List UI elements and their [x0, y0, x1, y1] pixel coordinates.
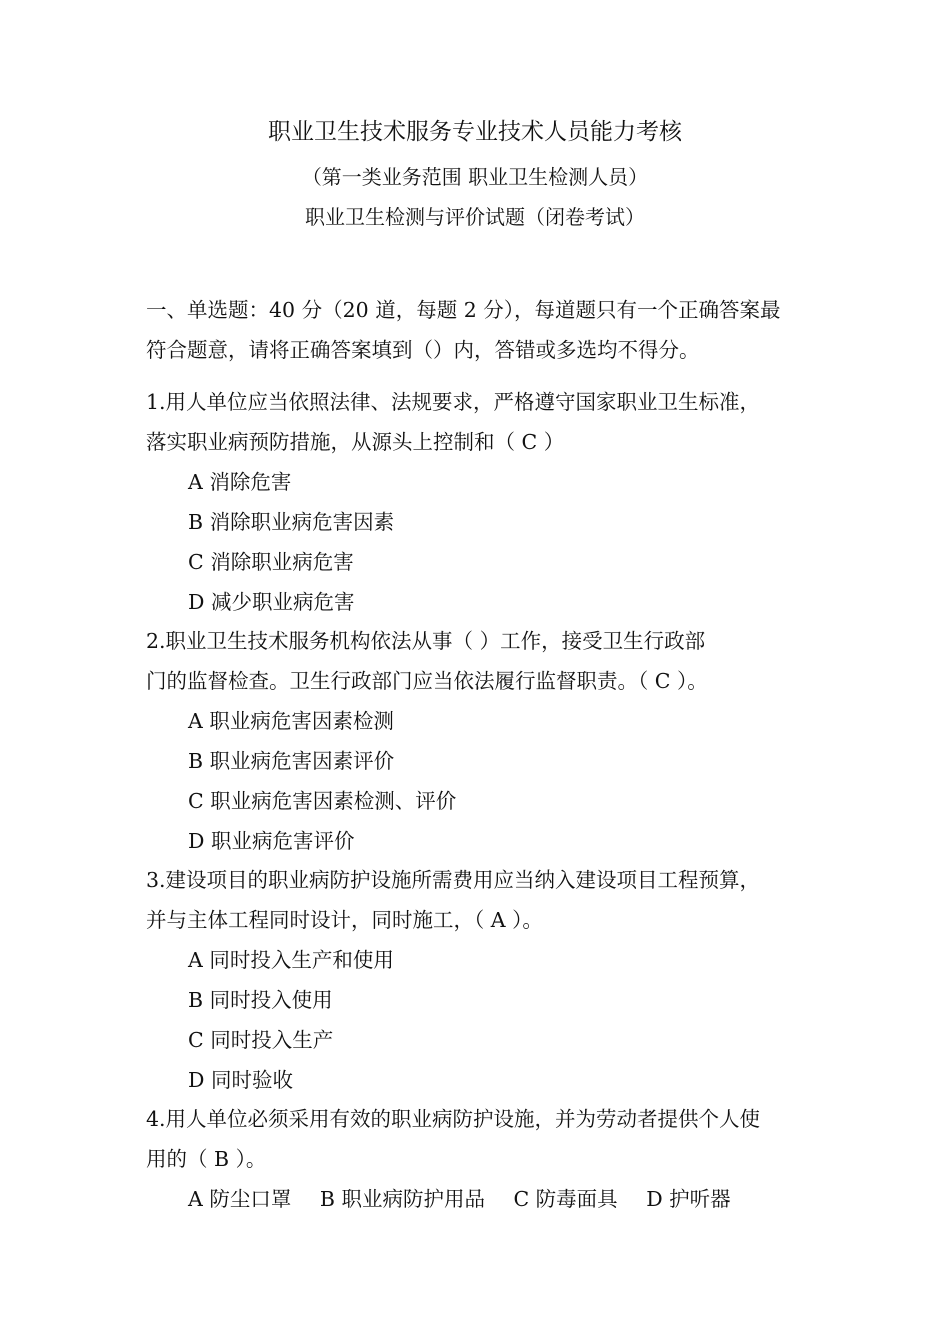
section-line-1: 一、单选题：40 分（20 道，每题 2 分），每道题只有一个正确答案最: [146, 298, 781, 322]
question-text-line: 并与主体工程同时设计，同时施工，（ A ）。: [146, 908, 543, 932]
option-d: D 护听器: [646, 1187, 731, 1211]
question-text-line: 3.建设项目的职业病防护设施所需费用应当纳入建设项目工程预算，: [146, 868, 761, 892]
option-d: D 减少职业病危害: [188, 590, 355, 614]
question-3: [146, 860, 818, 1100]
section-line-2: 符合题意，请将正确答案填到（）内，答错或多选均不得分。: [146, 338, 700, 362]
option-a: A 同时投入生产和使用: [188, 948, 394, 972]
question-text-line: 2.职业卫生技术服务机构依法从事（ ）工作，接受卫生行政部: [146, 629, 706, 653]
question-text-line: 用的（ B ）。: [146, 1147, 267, 1171]
question-text-line: 门的监督检查。卫生行政部门应当依法履行监督职责。（ C ）。: [146, 669, 708, 693]
question-text-line: 1.用人单位应当依照法律、法规要求，严格遵守国家职业卫生标准，: [146, 390, 761, 414]
option-c: C 防毒面具: [513, 1187, 618, 1211]
option-a: A 消除危害: [188, 470, 292, 494]
question-1: [146, 382, 818, 622]
option-b: B 同时投入使用: [188, 988, 333, 1012]
option-d: D 职业病危害评价: [188, 829, 355, 853]
option-c: C 同时投入生产: [188, 1028, 334, 1052]
options-row: [146, 1179, 818, 1219]
option-b: B 职业病危害因素评价: [188, 749, 395, 773]
question-2: [146, 621, 818, 861]
option-c: C 消除职业病危害: [188, 550, 354, 574]
option-a: A 防尘口罩: [188, 1187, 292, 1211]
question-text-line: 4.用人单位必须采用有效的职业病防护设施，并为劳动者提供个人使: [146, 1107, 761, 1131]
option-b: B 职业病防护用品: [319, 1187, 485, 1211]
document-subtitle: （第一类业务范围 职业卫生检测人员）: [301, 165, 649, 189]
section-instructions: [146, 290, 818, 370]
question-4: [146, 1099, 818, 1219]
option-b: B 消除职业病危害因素: [188, 510, 395, 534]
document-title: 职业卫生技术服务专业技术人员能力考核: [268, 119, 682, 145]
question-text-line: 落实职业病预防措施，从源头上控制和（ C ）: [146, 430, 565, 454]
option-c: C 职业病危害因素检测、评价: [188, 789, 457, 813]
option-a: A 职业病危害因素检测: [188, 709, 394, 733]
option-d: D 同时验收: [188, 1068, 293, 1092]
exam-name: 职业卫生检测与评价试题（闭卷考试）: [305, 205, 645, 229]
